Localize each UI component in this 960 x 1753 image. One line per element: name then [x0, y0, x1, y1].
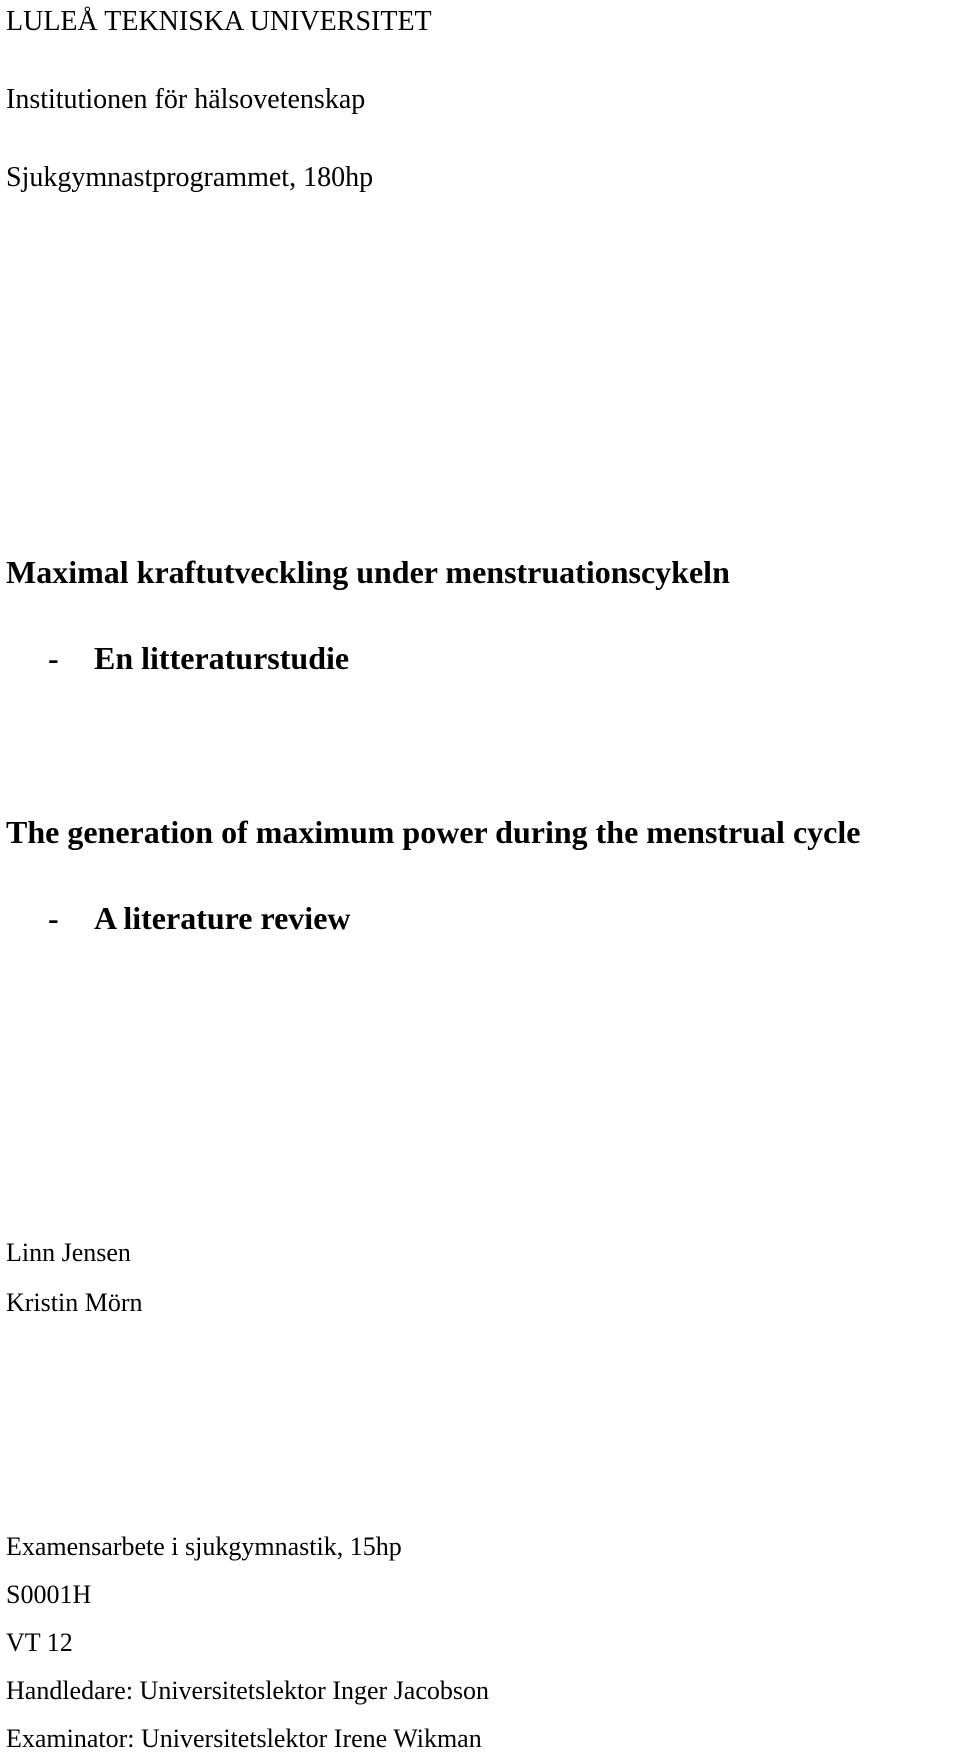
- thesis-description: Examensarbete i sjukgymnastik, 15hp: [6, 1532, 402, 1561]
- swedish-subtitle: [48, 642, 349, 674]
- english-title: The generation of maximum power during the menstrual cycle: [6, 814, 861, 850]
- author-name: Linn Jensen: [6, 1238, 131, 1267]
- swedish-title: Maximal kraftutveckling under menstruationscykeln: [6, 554, 730, 590]
- english-subtitle-text: A literature review: [94, 900, 351, 936]
- program-name: Sjukgymnastprogrammet, 180hp: [6, 162, 374, 193]
- supervisor: Handledare: Universitetslektor Inger Jacobson: [6, 1676, 490, 1705]
- english-subtitle: [48, 902, 351, 934]
- author-name: Kristin Mörn: [6, 1288, 143, 1317]
- course-code: S0001H: [6, 1580, 92, 1609]
- swedish-subtitle-dash: -: [48, 640, 59, 676]
- institution-name: Institutionen för hälsovetenskap: [6, 84, 366, 115]
- english-subtitle-dash: -: [48, 900, 59, 936]
- university-name: LULEÅ TEKNISKA UNIVERSITET: [6, 6, 432, 37]
- term: VT 12: [6, 1628, 73, 1657]
- examiner: Examinator: Universitetslektor Irene Wikman: [6, 1724, 482, 1753]
- swedish-subtitle-text: En litteraturstudie: [94, 640, 350, 676]
